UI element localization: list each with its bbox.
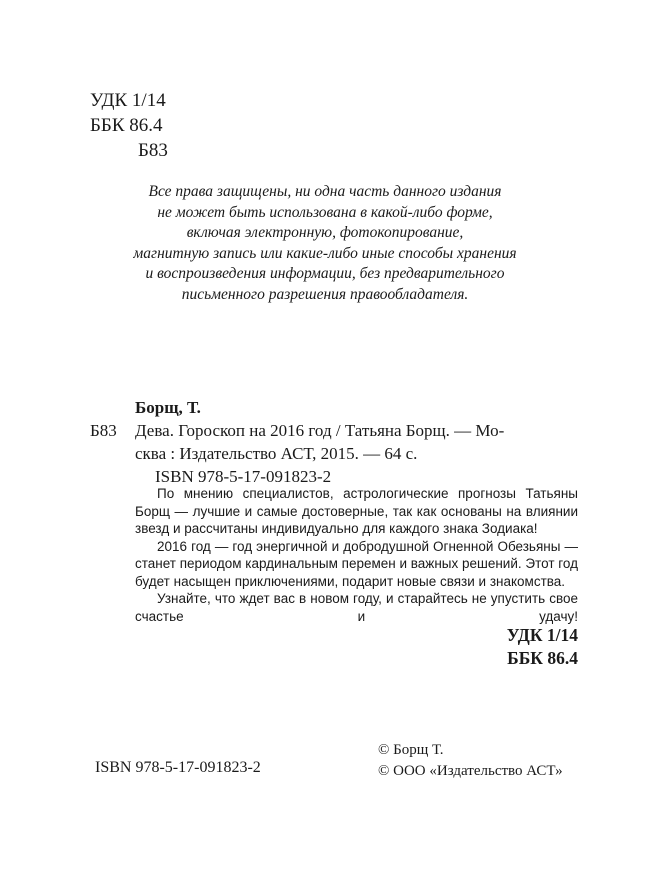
copyright-block bbox=[378, 740, 563, 782]
udk-code-repeat: УДК 1/14 bbox=[506, 625, 578, 645]
bbk-code-repeat: ББК 86.4 bbox=[507, 648, 578, 668]
shelf-mark-top: Б83 bbox=[138, 140, 168, 161]
biblio-author: Борщ, Т. bbox=[135, 398, 201, 417]
copyright-publisher: © ООО «Издательство АСТ» bbox=[378, 763, 563, 779]
rights-notice-line: и воспроизведения информации, без предварительного bbox=[145, 265, 505, 282]
rights-reserved-notice bbox=[60, 182, 590, 305]
udk-code-top: УДК 1/14 bbox=[90, 90, 166, 111]
rights-notice-line: Все права защищены, ни одна часть данного издания bbox=[148, 183, 502, 200]
classification-codes-top bbox=[90, 88, 168, 163]
rights-notice-line: письменного разрешения правообладателя. bbox=[181, 285, 469, 303]
bibliographic-record bbox=[90, 396, 580, 488]
annotation-paragraph: Узнайте, что ждет вас в новом году, и старайтесь не упустить свое счастье и удачу! bbox=[135, 591, 578, 624]
biblio-title-text: Дева. Гороскоп на 2016 год / Татьяна Борщ. — Мо- bbox=[135, 421, 505, 440]
bbk-code-top: ББК 86.4 bbox=[90, 115, 163, 136]
classification-codes-repeat bbox=[507, 624, 578, 670]
annotation-text bbox=[135, 485, 578, 643]
rights-notice-line: не может быть использована в какой-либо форме, bbox=[157, 203, 493, 221]
biblio-imprint-line: сква : Издательство АСТ, 2015. — 64 с. bbox=[135, 444, 418, 463]
footer-isbn: ISBN 978-5-17-091823-2 bbox=[95, 759, 261, 776]
rights-notice-line: включая электронную, фотокопирование, bbox=[186, 224, 464, 241]
biblio-shelf-mark: Б83 bbox=[90, 421, 117, 440]
annotation-paragraph: По мнению специалистов, астрологические прогнозы Татьяны Борщ — лучшие и самые достоверные, так как основаны на влиянии звезд и рассчитаны индивидуально для каждого знака Зодиака! bbox=[135, 486, 578, 536]
annotation-paragraph: 2016 год — год энергичной и добродушной Огненной Обезьяны — станет периодом кардинальным перемен и важных решений. Этот год будет насыщен приключениями, подарит новые связи и знакомства. bbox=[135, 538, 578, 589]
biblio-isbn: ISBN 978-5-17-091823-2 bbox=[155, 467, 332, 486]
rights-notice-line: магнитную запись или какие-либо иные способы хранения bbox=[133, 244, 517, 262]
biblio-title-line bbox=[90, 419, 580, 442]
copyright-author: © Борщ Т. bbox=[378, 742, 444, 758]
